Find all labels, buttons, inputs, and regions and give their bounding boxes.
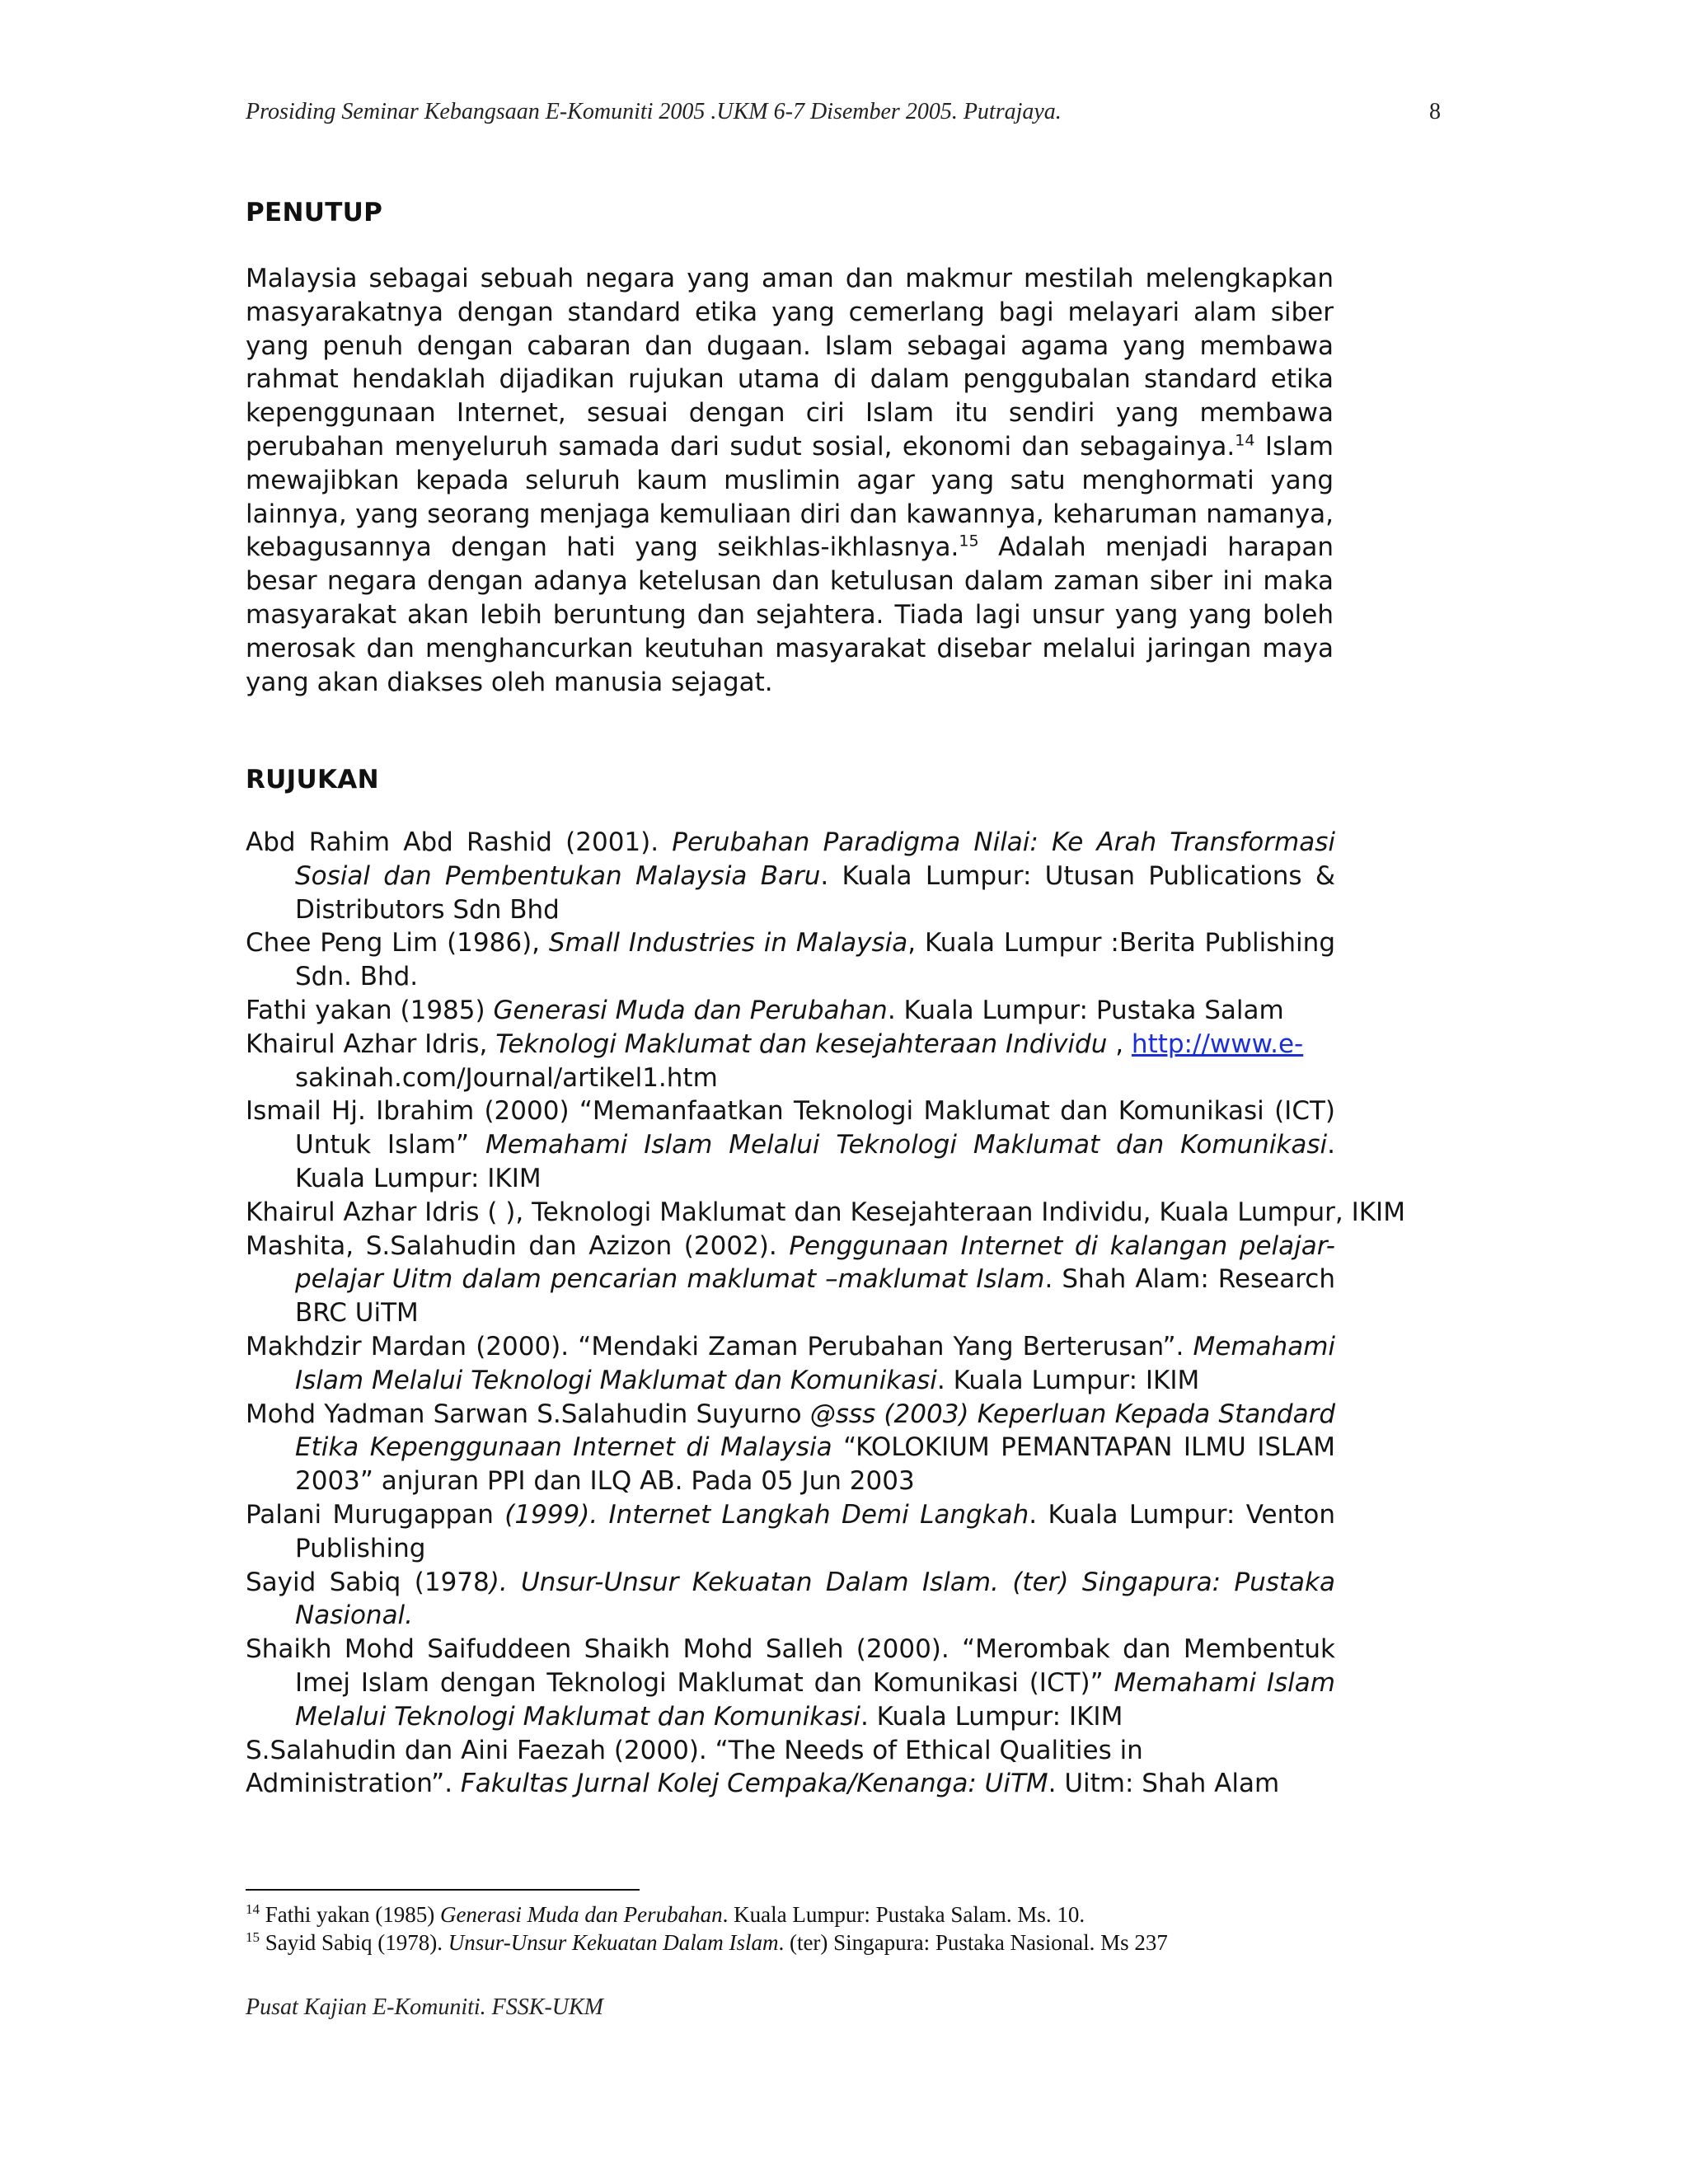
section-heading-rujukan: RUJUKAN — [246, 765, 379, 794]
penutup-text-1: Malaysia sebagai sebuah negara yang aman dan makmur mestilah melengkapkan masyarakatnya dengan standard etika yang cemerlang bagi melayari alam siber yang penuh dengan cabaran dan dugaan. Islam sebagai agama yang membawa rahmat hendaklah dijadikan rujukan utama di dalam penggubalan standard etika kepenggunaan Internet, sesuai dengan ciri Islam itu sendiri yang membawa perubahan menyeluruh samada dari sudut sosial, ekonomi dan sebagainya. — [246, 264, 1334, 462]
reference-item: Sayid Sabiq (1978). Unsur-Unsur Kekuatan Dalam Islam. (ter) Singapura: Pustaka Nasional. — [246, 1567, 1336, 1631]
reference-item-continued: Administration”. Fakultas Jurnal Kolej Cempaka/Kenanga: UiTM. Uitm: Shah Alam — [246, 1769, 1280, 1799]
footnote-divider — [246, 1889, 640, 1891]
reference-item: S.Salahudin dan Aini Faezah (2000). “The Needs of Ethical Qualities in — [246, 1735, 1143, 1765]
reference-item: Chee Peng Lim (1986), Small Industries in Malaysia, Kuala Lumpur :Berita Publishing Sdn. Bhd. — [246, 928, 1335, 992]
running-header-title: Prosiding Seminar Kebangsaan E-Komuniti 2005 .UKM 6-7 Disember 2005. Putrajaya. — [246, 99, 1062, 124]
footnote-14: $^{14}$ Fathi yakan (1985) Generasi Muda dan Perubahan. Kuala Lumpur: Pustaka Salam. Ms. 10. — [246, 1901, 1085, 1927]
reference-item: Mashita, S.Salahudin dan Azizon (2002). Penggunaan Internet di kalangan pelajar-pelajar Uitm dalam pencarian maklumat –maklumat Islam. Shah Alam: Research BRC UiTM — [246, 1230, 1335, 1329]
footnote-ref-14[interactable]: 14 — [1235, 431, 1255, 450]
footnote-ref-15[interactable]: 15 — [959, 532, 979, 551]
reference-item: Makhdzir Mardan (2000). “Mendaki Zaman Perubahan Yang Berterusan”. Memahami Islam Melalui Teknologi Maklumat dan Komunikasi. Kuala Lumpur: IKIM — [246, 1331, 1335, 1395]
penutup-paragraph — [246, 262, 1334, 699]
reference-item: Mohd Yadman Sarwan S.Salahudin Suyurno @sss (2003) Keperluan Kepada Standard Etika Kepenggunaan Internet di Malaysia “KOLOKIUM PEMANTAPAN ILMU ISLAM 2003” anjuran PPI dan ILQ AB. Pada 05 Jun 2003 — [246, 1399, 1335, 1497]
reference-link[interactable]: http://www.e- — [1131, 1029, 1304, 1059]
reference-item: Shaikh Mohd Saifuddeen Shaikh Mohd Salleh (2000). “Merombak dan Membentuk Imej Islam dengan Teknologi Maklumat dan Komunikasi (ICT)” Memahami Islam Melalui Teknologi Maklumat dan Komunikasi. Kuala Lumpur: IKIM — [246, 1634, 1335, 1732]
penutup-text-2: Islam mewajibkan kepada seluruh kaum muslimin agar yang satu menghormati yang lainnya, yang seorang menjaga kemuliaan diri dan kawannya, keharuman namanya, kebagusannya dengan hati yang seikhlas-ikhlasnya. — [246, 431, 1334, 563]
reference-item: Khairul Azhar Idris, Teknologi Maklumat dan kesejahteraan Individu , http://www.e- sakinah.com/Journal/artikel1.htm — [246, 1029, 1304, 1093]
reference-item: Palani Murugappan (1999). Internet Langkah Demi Langkah. Kuala Lumpur: Venton Publishing — [246, 1499, 1335, 1563]
reference-item: Abd Rahim Abd Rashid (2001). Perubahan Paradigma Nilai: Ke Arah Transformasi Sosial dan Pembentukan Malaysia Baru. Kuala Lumpur: Utusan Publications & Distributors Sdn Bhd — [246, 827, 1335, 925]
running-footer: Pusat Kajian E-Komuniti. FSSK-UKM — [246, 1994, 603, 2020]
page-number: 8 — [1429, 99, 1441, 124]
penutup-text-3: Adalah menjadi harapan besar negara dengan adanya ketelusan dan ketulusan dalam zaman siber ini maka masyarakat akan lebih beruntung dan sejahtera. Tiada lagi unsur yang yang boleh merosak dan menghancurkan keutuhan masyarakat disebar melalui jaringan maya yang akan diakses oleh manusia sejagat. — [246, 532, 1334, 697]
footnote-15: $^{15}$ Sayid Sabiq (1978). Unsur-Unsur Kekuatan Dalam Islam. (ter) Singapura: Pustaka Nasional. Ms 237 — [246, 1929, 1168, 1955]
section-heading-penutup: PENUTUP — [246, 198, 383, 227]
reference-item: Fathi yakan (1985) Generasi Muda dan Perubahan. Kuala Lumpur: Pustaka Salam — [246, 995, 1284, 1025]
reference-list — [246, 826, 1405, 1801]
footnotes — [246, 1900, 1432, 1957]
reference-item: Khairul Azhar Idris ( ), Teknologi Maklumat dan Kesejahteraan Individu, Kuala Lumpur, IKIM — [246, 1197, 1405, 1227]
reference-item: Ismail Hj. Ibrahim (2000) “Memanfaatkan Teknologi Maklumat dan Komunikasi (ICT) Untuk Islam” Memahami Islam Melalui Teknologi Maklumat dan Komunikasi. Kuala Lumpur: IKIM — [246, 1096, 1335, 1193]
